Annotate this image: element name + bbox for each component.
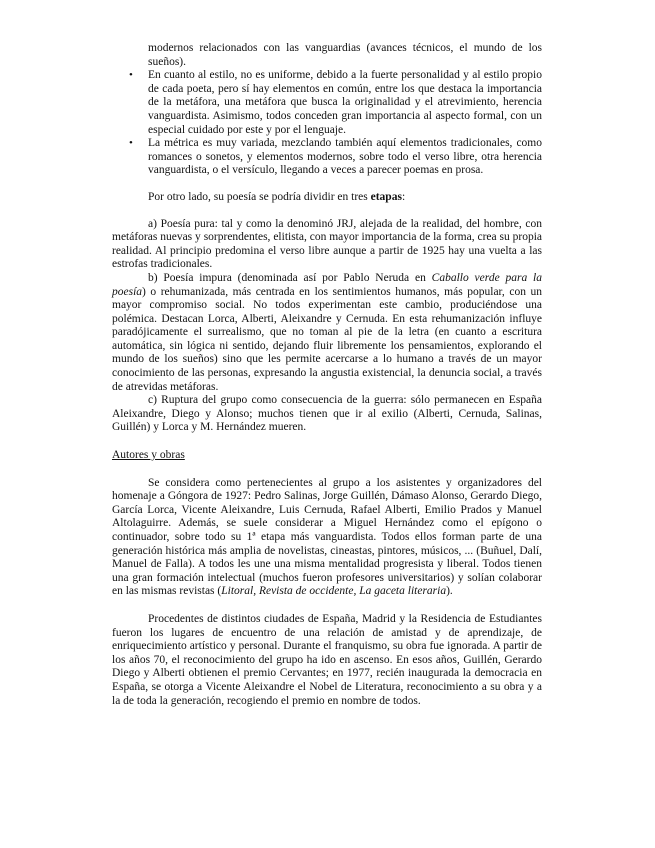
etapa-a-paragraph: a) Poesía pura: tal y como la denominó JRJ, alejada de la realidad, del hombre, con metáforas nuevas y sorprendentes, elitista, con mayor importancia de la forma, crea su propia realidad. Al principio predomina el verso libre aunque a partir de 1925 hay una vuelta a las estrofas tradicionales. (112, 217, 542, 271)
section-heading-autores: Autores y obras (112, 449, 185, 462)
bullet-text: La métrica es muy variada, mezclando también aquí elementos tradicionales, como romances o sonetos, y elementos modernos, sobre todo el verso libre, otra herencia vanguardista, o el versículo, llegando a veces a parecer poemas en prosa. (148, 137, 542, 177)
document-page (112, 42, 542, 708)
etapas-intro: Por otro lado, su poesía se podría dividir en tres etapas: (148, 190, 406, 203)
caballo-verde-title: Caballo verde para la poesía (112, 271, 542, 298)
bullet-item-estilo (112, 69, 542, 137)
bullet-text: En cuanto al estilo, no es uniforme, debido a la fuerte personalidad y al estilo propio de cada poeta, pero sí hay elementos en común, entre los que destaca la importancia de la metáfora, una metáfora que busca la originalidad y el atrevimiento, herencia vanguardista. Asimismo, todos conceden gran importancia al aspecto formal, con un especial cuidado por este y por el lenguaje. (148, 69, 542, 136)
etapas-bold: etapas (370, 190, 402, 203)
autores-paragraph: Se considera como pertenecientes al grupo a los asistentes y organizadores del homenaje a Góngora de 1927: Pedro Salinas, Jorge Guillén, Dámaso Alonso, Gerardo Diego, García Lorca, Vicente Aleixandre, Luis Cernuda, Rafael Alberti, Emilio Prados y Manuel Altolaguirre. Además, se suele considerar a Miguel Hernández como el epígono o continuador, sobre todo su 1ª etapa más vanguardista. Todos ellos forman parte de una generación histórica más amplia de novelistas, cineastas, pintores, músicos, ... (Buñuel, Dalí, Manuel de Falla). A todos les une una misma mentalidad progresista y liberal. Todos tienen una gran formación intelectual (muchos fueron profesores universitarios) y solían colaborar en las mismas revistas (Litoral, Revista de occidente, La gaceta literaria). (112, 476, 542, 598)
etapa-c-paragraph: c) Ruptura del grupo como consecuencia de la guerra: sólo permanecen en España Aleixandre, Diego y Alonso; muchos tienen que ir al exilio (Alberti, Cernuda, Salinas, Guillén) y Lorca y M. Hernández mueren. (112, 394, 542, 434)
bullet-item-metrica (112, 137, 542, 178)
features-bullet-list (112, 69, 542, 178)
intro-continuation: modernos relacionados con las vanguardias (avances técnicos, el mundo de los sueños). (148, 42, 542, 68)
revistas-titles: Litoral, Revista de occidente, La gaceta literaria (221, 585, 447, 598)
etapa-b-paragraph: b) Poesía impura (denominada así por Pablo Neruda en Caballo verde para la poesía) o rehumanizada, más centrada en los sentimientos humanos, más popular, con un mayor compromiso social. No todos experimentan este cambio, produciéndose una polémica. Destacan Lorca, Alberti, Aleixandre y Cernuda. En esta rehumanización influye paradójicamente el surrealismo, que no toman al pie de la letra (en cuanto a escritura automática, sin lógica ni sentido, dejando fluir libremente los pensamientos, explorando el mundo de los sueños) sino que les permite acercarse a lo humano a través de un mayor conocimiento de las personas, expresando la angustia existencial, la denuncia social, a través de atrevidas metáforas. (112, 271, 542, 393)
bullet-icon: • (129, 137, 133, 150)
procedentes-paragraph: Procedentes de distintos ciudades de España, Madrid y la Residencia de Estudiantes fueron los lugares de encuentro de una relación de amistad y de aprendizaje, de enriquecimiento artístico y personal. Durante el franquismo, su obra fue ignorada. A partir de los años 70, el reconocimiento del grupo ha ido en ascenso. En esos años, Guillén, Gerardo Diego y Alberti obtienen el premio Cervantes; en 1977, recién inaugurada la democracia en España, se otorga a Vicente Aleixandre el Nobel de Literatura, reconocimiento a su obra y a la de toda la generación, recogiendo el premio en nombre de todos. (112, 612, 542, 707)
bullet-icon: • (129, 69, 133, 82)
